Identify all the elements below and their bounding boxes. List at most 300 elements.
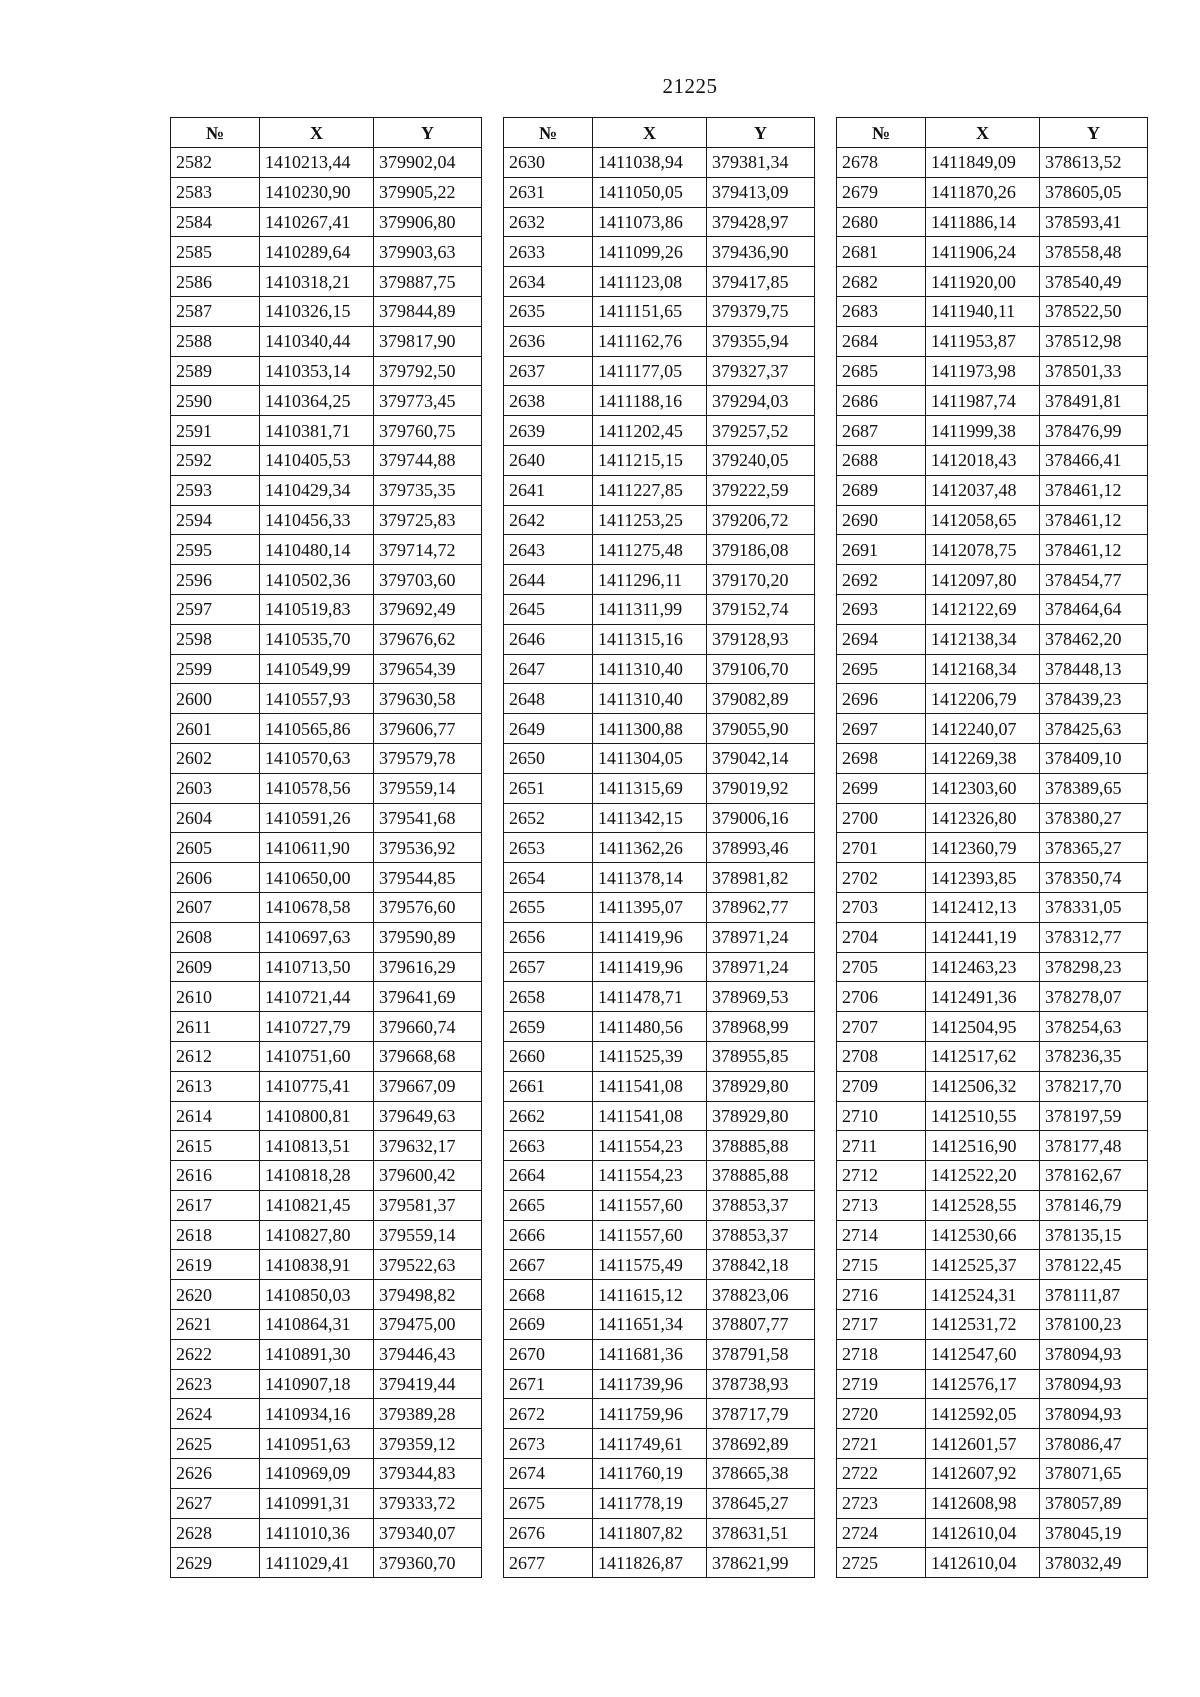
table-row (504, 445, 815, 475)
cell-x: 1412504,95 (926, 1012, 1040, 1042)
cell-x: 1410289,64 (260, 237, 374, 267)
cell-number: 2608 (171, 922, 260, 952)
cell-x: 1412303,60 (926, 773, 1040, 803)
cell-number: 2629 (171, 1548, 260, 1578)
cell-number: 2690 (837, 505, 926, 535)
cell-number: 2606 (171, 863, 260, 893)
cell-number: 2699 (837, 773, 926, 803)
cell-number: 2678 (837, 148, 926, 178)
cell-x: 1410326,15 (260, 296, 374, 326)
cell-x: 1410827,80 (260, 1220, 374, 1250)
table-row (504, 982, 815, 1012)
cell-x: 1411029,41 (260, 1548, 374, 1578)
table-row (504, 1459, 815, 1489)
cell-number: 2680 (837, 207, 926, 237)
cell-number: 2651 (504, 773, 593, 803)
cell-x: 1412607,92 (926, 1459, 1040, 1489)
table-row (171, 863, 482, 893)
cell-number: 2666 (504, 1220, 593, 1250)
cell-y: 379359,12 (374, 1429, 482, 1459)
table-row (504, 803, 815, 833)
table-row (171, 684, 482, 714)
cell-number: 2672 (504, 1399, 593, 1429)
table-row (171, 296, 482, 326)
cell-y: 379240,05 (707, 445, 815, 475)
cell-x: 1411681,36 (593, 1339, 707, 1369)
cell-number: 2704 (837, 922, 926, 952)
table-row (837, 922, 1148, 952)
table-row (171, 445, 482, 475)
cell-y: 378929,80 (707, 1101, 815, 1131)
cell-number: 2724 (837, 1518, 926, 1548)
cell-x: 1410267,41 (260, 207, 374, 237)
cell-x: 1412037,48 (926, 475, 1040, 505)
cell-x: 1412168,34 (926, 654, 1040, 684)
cell-y: 378298,23 (1040, 952, 1148, 982)
cell-number: 2625 (171, 1429, 260, 1459)
cell-number: 2712 (837, 1161, 926, 1191)
cell-x: 1411478,71 (593, 982, 707, 1012)
cell-y: 378993,46 (707, 833, 815, 863)
cell-x: 1412510,55 (926, 1101, 1040, 1131)
table-row (504, 654, 815, 684)
cell-y: 378692,89 (707, 1429, 815, 1459)
cell-number: 2668 (504, 1280, 593, 1310)
table-row (171, 1488, 482, 1518)
table-row (171, 1012, 482, 1042)
cell-y: 378045,19 (1040, 1518, 1148, 1548)
table-row (504, 1250, 815, 1280)
cell-y: 378032,49 (1040, 1548, 1148, 1578)
cell-number: 2715 (837, 1250, 926, 1280)
cell-y: 378380,27 (1040, 803, 1148, 833)
table-row (837, 1071, 1148, 1101)
cell-y: 379649,63 (374, 1101, 482, 1131)
table-row (837, 535, 1148, 565)
cell-number: 2661 (504, 1071, 593, 1101)
cell-y: 379413,09 (707, 177, 815, 207)
cell-y: 378522,50 (1040, 296, 1148, 326)
cell-y: 379327,37 (707, 356, 815, 386)
table-row (504, 1131, 815, 1161)
cell-x: 1411987,74 (926, 386, 1040, 416)
table-row (171, 535, 482, 565)
table-row (171, 594, 482, 624)
table-header-row (837, 118, 1148, 148)
cell-y: 378842,18 (707, 1250, 815, 1280)
cell-y: 378791,58 (707, 1339, 815, 1369)
cell-x: 1412610,04 (926, 1548, 1040, 1578)
cell-number: 2693 (837, 594, 926, 624)
cell-x: 1410381,71 (260, 416, 374, 446)
cell-y: 379606,77 (374, 714, 482, 744)
cell-number: 2639 (504, 416, 593, 446)
cell-number: 2695 (837, 654, 926, 684)
cell-number: 2614 (171, 1101, 260, 1131)
cell-number: 2652 (504, 803, 593, 833)
table-row (837, 386, 1148, 416)
cell-x: 1411554,23 (593, 1131, 707, 1161)
cell-x: 1412240,07 (926, 714, 1040, 744)
cell-x: 1410456,33 (260, 505, 374, 535)
cell-y: 379559,14 (374, 773, 482, 803)
table-row (837, 1339, 1148, 1369)
cell-x: 1411215,15 (593, 445, 707, 475)
cell-y: 379735,35 (374, 475, 482, 505)
table-row (837, 475, 1148, 505)
table-row (171, 1190, 482, 1220)
cell-x: 1411151,65 (593, 296, 707, 326)
header-y: Y (374, 118, 482, 148)
table-row (504, 1310, 815, 1340)
table-row (171, 267, 482, 297)
cell-y: 379654,39 (374, 654, 482, 684)
cell-number: 2623 (171, 1369, 260, 1399)
cell-number: 2645 (504, 594, 593, 624)
cell-number: 2656 (504, 922, 593, 952)
cell-number: 2701 (837, 833, 926, 863)
cell-x: 1410549,99 (260, 654, 374, 684)
cell-y: 379355,94 (707, 326, 815, 356)
cell-x: 1412269,38 (926, 743, 1040, 773)
cell-x: 1410650,00 (260, 863, 374, 893)
cell-y: 378605,05 (1040, 177, 1148, 207)
cell-y: 379055,90 (707, 714, 815, 744)
cell-y: 378365,27 (1040, 833, 1148, 863)
table-row (837, 803, 1148, 833)
cell-number: 2683 (837, 296, 926, 326)
cell-y: 378461,12 (1040, 535, 1148, 565)
cell-x: 1410318,21 (260, 267, 374, 297)
cell-y: 378885,88 (707, 1131, 815, 1161)
cell-number: 2636 (504, 326, 593, 356)
cell-number: 2725 (837, 1548, 926, 1578)
table-row (837, 1220, 1148, 1250)
cell-number: 2646 (504, 624, 593, 654)
cell-y: 379703,60 (374, 565, 482, 595)
header-number: № (171, 118, 260, 148)
table-row (504, 1369, 815, 1399)
cell-y: 378738,93 (707, 1369, 815, 1399)
cell-x: 1412522,20 (926, 1161, 1040, 1191)
cell-x: 1411202,45 (593, 416, 707, 446)
cell-x: 1410713,50 (260, 952, 374, 982)
cell-number: 2657 (504, 952, 593, 982)
cell-y: 379714,72 (374, 535, 482, 565)
cell-y: 378094,93 (1040, 1369, 1148, 1399)
cell-number: 2603 (171, 773, 260, 803)
cell-y: 378094,93 (1040, 1399, 1148, 1429)
cell-number: 2659 (504, 1012, 593, 1042)
cell-y: 378177,48 (1040, 1131, 1148, 1161)
cell-y: 378476,99 (1040, 416, 1148, 446)
cell-number: 2631 (504, 177, 593, 207)
cell-x: 1410697,63 (260, 922, 374, 952)
header-x: X (260, 118, 374, 148)
cell-number: 2588 (171, 326, 260, 356)
cell-y: 378278,07 (1040, 982, 1148, 1012)
table-row (171, 743, 482, 773)
cell-number: 2687 (837, 416, 926, 446)
cell-y: 379773,45 (374, 386, 482, 416)
cell-x: 1410364,25 (260, 386, 374, 416)
table-row (504, 863, 815, 893)
cell-y: 379417,85 (707, 267, 815, 297)
table-row (171, 1131, 482, 1161)
cell-y: 379676,62 (374, 624, 482, 654)
cell-number: 2628 (171, 1518, 260, 1548)
table-row (171, 326, 482, 356)
cell-x: 1412610,04 (926, 1518, 1040, 1548)
cell-x: 1411807,82 (593, 1518, 707, 1548)
header-x: X (593, 118, 707, 148)
cell-y: 379186,08 (707, 535, 815, 565)
table-row (837, 177, 1148, 207)
table-row (504, 386, 815, 416)
cell-x: 1412078,75 (926, 535, 1040, 565)
cell-number: 2584 (171, 207, 260, 237)
cell-number: 2703 (837, 892, 926, 922)
table-row (171, 1518, 482, 1548)
cell-x: 1411123,08 (593, 267, 707, 297)
cell-y: 378448,13 (1040, 654, 1148, 684)
cell-y: 378981,82 (707, 863, 815, 893)
cell-y: 379042,14 (707, 743, 815, 773)
cell-x: 1410800,81 (260, 1101, 374, 1131)
table-row (837, 416, 1148, 446)
cell-x: 1411778,19 (593, 1488, 707, 1518)
cell-y: 378885,88 (707, 1161, 815, 1191)
cell-number: 2601 (171, 714, 260, 744)
table-row (837, 565, 1148, 595)
cell-y: 378631,51 (707, 1518, 815, 1548)
header-x: X (926, 118, 1040, 148)
cell-y: 378969,53 (707, 982, 815, 1012)
cell-y: 378540,49 (1040, 267, 1148, 297)
cell-y: 379475,00 (374, 1310, 482, 1340)
cell-x: 1410565,86 (260, 714, 374, 744)
table-row (171, 1161, 482, 1191)
cell-y: 378645,27 (707, 1488, 815, 1518)
cell-number: 2713 (837, 1190, 926, 1220)
table-row (837, 654, 1148, 684)
cell-number: 2718 (837, 1339, 926, 1369)
cell-number: 2637 (504, 356, 593, 386)
cell-x: 1410821,45 (260, 1190, 374, 1220)
cell-x: 1411999,38 (926, 416, 1040, 446)
table-row (837, 952, 1148, 982)
cell-x: 1411177,05 (593, 356, 707, 386)
cell-number: 2706 (837, 982, 926, 1012)
cell-x: 1412601,57 (926, 1429, 1040, 1459)
table-row (504, 565, 815, 595)
cell-x: 1411557,60 (593, 1190, 707, 1220)
cell-x: 1411953,87 (926, 326, 1040, 356)
cell-y: 378197,59 (1040, 1101, 1148, 1131)
cell-number: 2586 (171, 267, 260, 297)
cell-number: 2674 (504, 1459, 593, 1489)
table-row (171, 177, 482, 207)
cell-y: 378162,67 (1040, 1161, 1148, 1191)
cell-y: 379902,04 (374, 148, 482, 178)
cell-number: 2596 (171, 565, 260, 595)
table-row (171, 1548, 482, 1578)
cell-y: 379760,75 (374, 416, 482, 446)
table-row (837, 1518, 1148, 1548)
cell-number: 2649 (504, 714, 593, 744)
cell-x: 1411557,60 (593, 1220, 707, 1250)
table-row (837, 1012, 1148, 1042)
table-row (171, 386, 482, 416)
cell-y: 378823,06 (707, 1280, 815, 1310)
table-row (504, 773, 815, 803)
cell-number: 2710 (837, 1101, 926, 1131)
cell-y: 378968,99 (707, 1012, 815, 1042)
cell-number: 2677 (504, 1548, 593, 1578)
cell-number: 2593 (171, 475, 260, 505)
table-row (504, 1548, 815, 1578)
cell-number: 2664 (504, 1161, 593, 1191)
cell-number: 2630 (504, 148, 593, 178)
cell-y: 379381,34 (707, 148, 815, 178)
cell-x: 1410838,91 (260, 1250, 374, 1280)
table-row (837, 863, 1148, 893)
table-row (171, 624, 482, 654)
header-number: № (504, 118, 593, 148)
cell-x: 1411651,34 (593, 1310, 707, 1340)
table-row (171, 714, 482, 744)
table-row (504, 952, 815, 982)
cell-number: 2681 (837, 237, 926, 267)
table-row (837, 296, 1148, 326)
cell-number: 2609 (171, 952, 260, 982)
table-row (837, 1161, 1148, 1191)
table-row (504, 684, 815, 714)
cell-number: 2662 (504, 1101, 593, 1131)
cell-y: 379152,74 (707, 594, 815, 624)
cell-number: 2602 (171, 743, 260, 773)
cell-y: 379903,63 (374, 237, 482, 267)
cell-x: 1412516,90 (926, 1131, 1040, 1161)
cell-x: 1412528,55 (926, 1190, 1040, 1220)
cell-number: 2675 (504, 1488, 593, 1518)
cell-number: 2604 (171, 803, 260, 833)
cell-y: 378236,35 (1040, 1041, 1148, 1071)
cell-x: 1411906,24 (926, 237, 1040, 267)
cell-x: 1410813,51 (260, 1131, 374, 1161)
cell-x: 1410340,44 (260, 326, 374, 356)
table-row (504, 535, 815, 565)
cell-x: 1410891,30 (260, 1339, 374, 1369)
cell-number: 2621 (171, 1310, 260, 1340)
cell-x: 1412530,66 (926, 1220, 1040, 1250)
cell-x: 1412531,72 (926, 1310, 1040, 1340)
cell-y: 378071,65 (1040, 1459, 1148, 1489)
cell-y: 378462,20 (1040, 624, 1148, 654)
cell-number: 2610 (171, 982, 260, 1012)
cell-x: 1411870,26 (926, 177, 1040, 207)
cell-number: 2709 (837, 1071, 926, 1101)
cell-y: 378409,10 (1040, 743, 1148, 773)
table-row (837, 207, 1148, 237)
table-row (504, 1518, 815, 1548)
table-row (837, 743, 1148, 773)
cell-x: 1410678,58 (260, 892, 374, 922)
table-row (504, 1429, 815, 1459)
cell-y: 378971,24 (707, 922, 815, 952)
table-row (171, 1399, 482, 1429)
table-row (171, 1429, 482, 1459)
coordinate-table-2 (503, 117, 815, 1578)
cell-number: 2663 (504, 1131, 593, 1161)
cell-number: 2612 (171, 1041, 260, 1071)
cell-number: 2624 (171, 1399, 260, 1429)
table-row (504, 594, 815, 624)
cell-number: 2592 (171, 445, 260, 475)
table-row (837, 1429, 1148, 1459)
cell-number: 2583 (171, 177, 260, 207)
table-row (504, 267, 815, 297)
cell-number: 2647 (504, 654, 593, 684)
cell-y: 379906,80 (374, 207, 482, 237)
cell-y: 379632,17 (374, 1131, 482, 1161)
cell-y: 378464,64 (1040, 594, 1148, 624)
cell-x: 1410721,44 (260, 982, 374, 1012)
table-row (504, 148, 815, 178)
table-row (837, 1041, 1148, 1071)
cell-number: 2644 (504, 565, 593, 595)
cell-y: 378086,47 (1040, 1429, 1148, 1459)
cell-y: 378389,65 (1040, 773, 1148, 803)
cell-number: 2638 (504, 386, 593, 416)
cell-x: 1410535,70 (260, 624, 374, 654)
table-row (171, 952, 482, 982)
cell-y: 379257,52 (707, 416, 815, 446)
table-row (837, 267, 1148, 297)
table-row (837, 1280, 1148, 1310)
cell-x: 1411480,56 (593, 1012, 707, 1042)
cell-x: 1412018,43 (926, 445, 1040, 475)
cell-x: 1412491,36 (926, 982, 1040, 1012)
cell-number: 2655 (504, 892, 593, 922)
cell-number: 2691 (837, 535, 926, 565)
cell-number: 2705 (837, 952, 926, 982)
cell-x: 1412592,05 (926, 1399, 1040, 1429)
cell-x: 1412441,19 (926, 922, 1040, 952)
table-row (504, 1280, 815, 1310)
cell-y: 378665,38 (707, 1459, 815, 1489)
cell-y: 378613,52 (1040, 148, 1148, 178)
cell-number: 2616 (171, 1161, 260, 1191)
cell-y: 378466,41 (1040, 445, 1148, 475)
cell-number: 2650 (504, 743, 593, 773)
cell-y: 379887,75 (374, 267, 482, 297)
table-row (837, 1101, 1148, 1131)
cell-x: 1410591,26 (260, 803, 374, 833)
cell-x: 1412058,65 (926, 505, 1040, 535)
table-row (504, 714, 815, 744)
cell-number: 2585 (171, 237, 260, 267)
cell-y: 378962,77 (707, 892, 815, 922)
cell-x: 1411253,25 (593, 505, 707, 535)
table-row (171, 833, 482, 863)
cell-number: 2653 (504, 833, 593, 863)
table-row (504, 296, 815, 326)
cell-number: 2719 (837, 1369, 926, 1399)
cell-y: 379541,68 (374, 803, 482, 833)
cell-x: 1410405,53 (260, 445, 374, 475)
cell-x: 1411886,14 (926, 207, 1040, 237)
